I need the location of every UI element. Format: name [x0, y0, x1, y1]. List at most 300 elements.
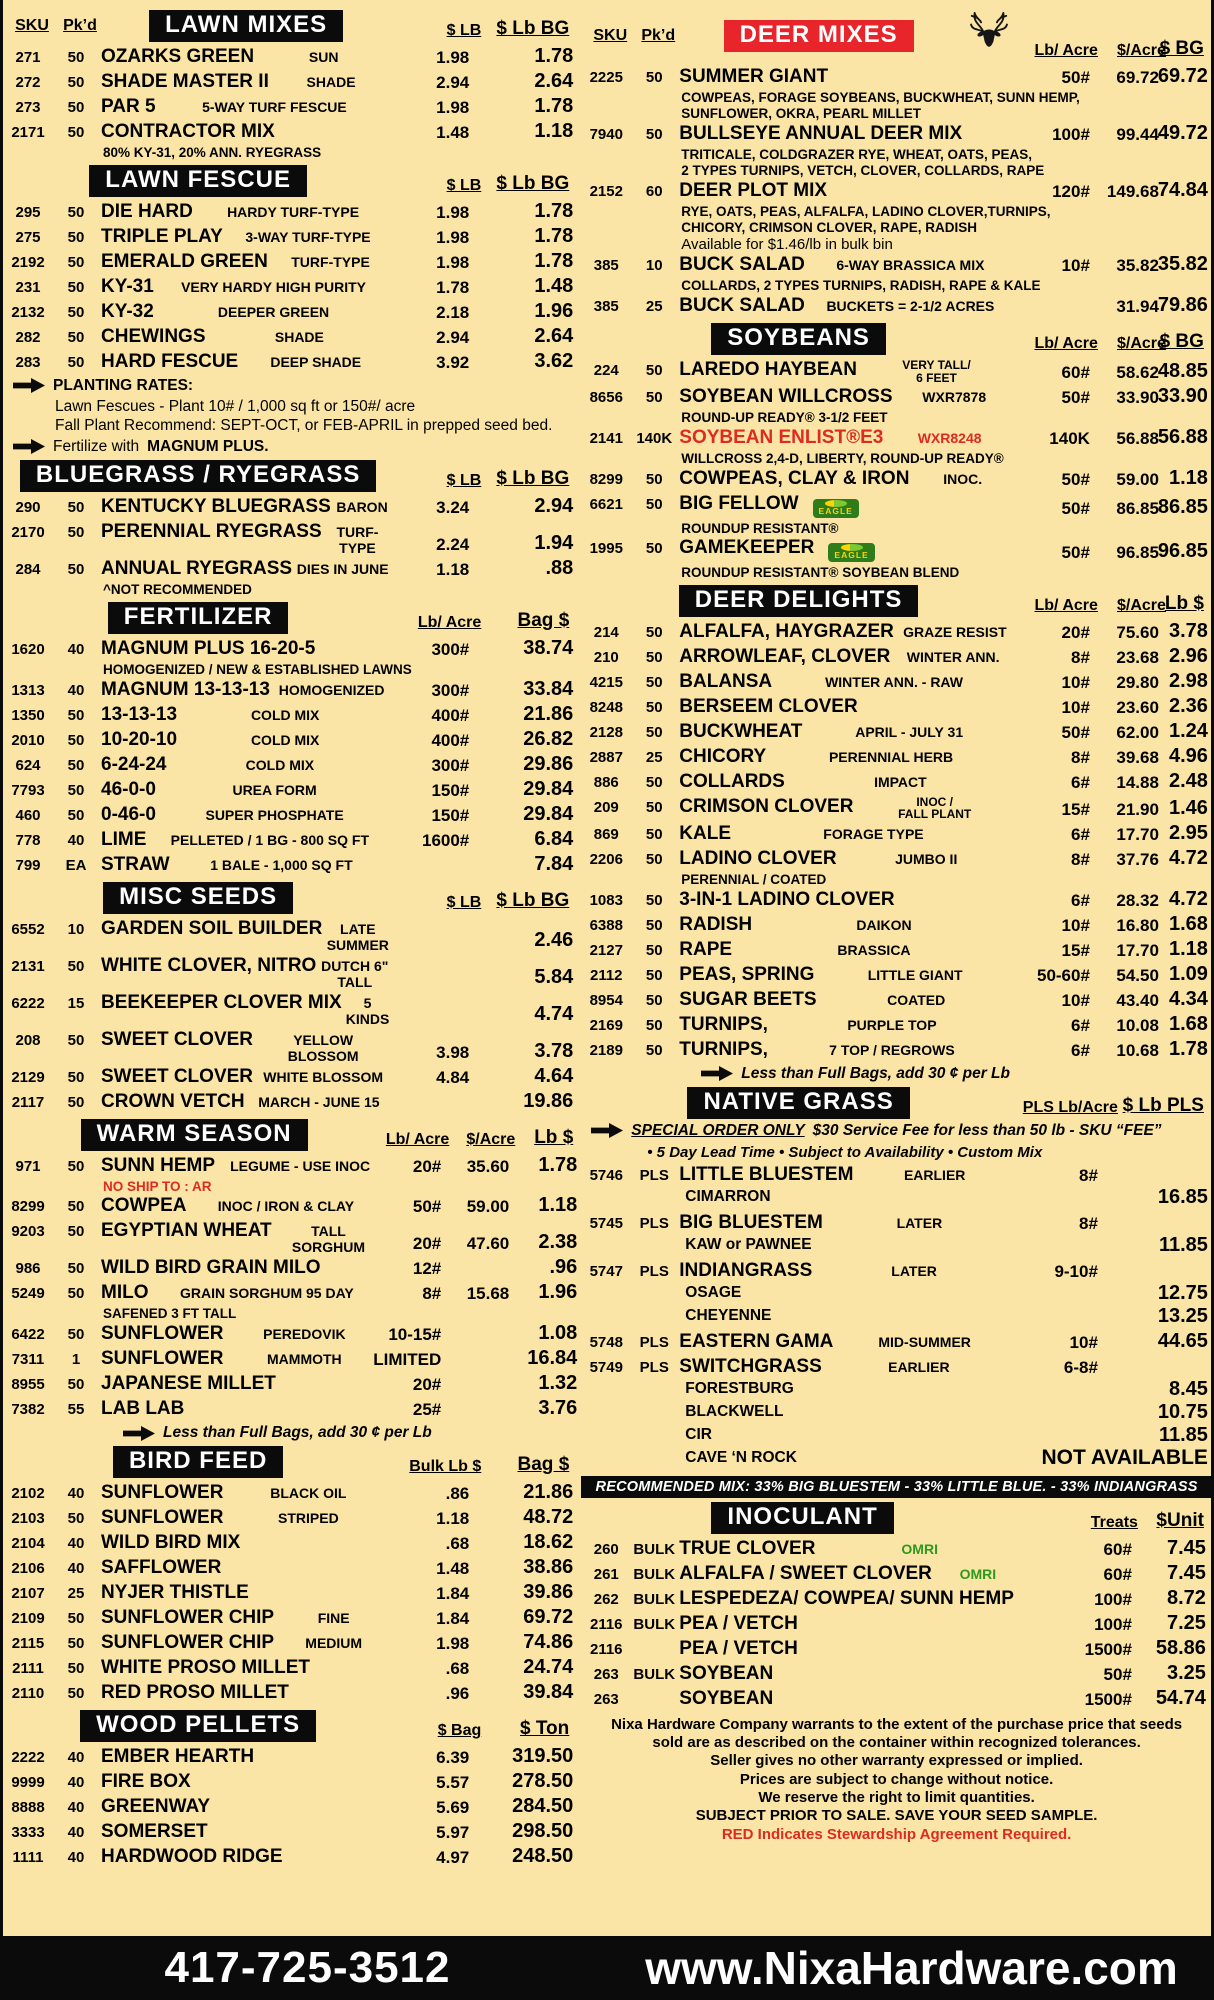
row-packed-size: BULK [633, 1540, 676, 1558]
row-value-1: 6# [1071, 824, 1090, 844]
row-note: MAMMOTH [267, 1351, 342, 1368]
row-product-name: MAGNUM 13-13-13 [101, 678, 270, 700]
variety-name: BLACKWELL [685, 1402, 784, 1420]
row-packed-size: 50 [67, 1376, 85, 1394]
row-sku: 8955 [11, 1376, 45, 1394]
row-sku: 2206 [589, 850, 623, 868]
row-product-name: BIG FELLOW [679, 493, 799, 515]
table-row [3, 1845, 581, 1870]
table-row [581, 1612, 1211, 1637]
row-note: MID-SUMMER [878, 1333, 971, 1350]
row-note: INOC. [943, 471, 983, 488]
row-product-name: SOYBEAN [679, 1662, 774, 1684]
row-sku: 2102 [11, 1485, 45, 1503]
price-column-header: Lb/ Acre [1034, 42, 1098, 59]
section-header [585, 1087, 1208, 1119]
table-row [581, 385, 1211, 410]
row-product-name: SUNFLOWER CHIP [101, 1632, 275, 1654]
row-sku: 8248 [589, 698, 623, 716]
row-note [857, 359, 1016, 384]
row-sku: 986 [15, 1260, 41, 1278]
row-note: DIES IN JUNE [296, 560, 389, 577]
row-value-3: 48.72 [523, 1506, 574, 1529]
row-sku: 261 [593, 1565, 619, 1583]
row-value-2: 39.68 [1116, 747, 1159, 767]
row-sku: 5746 [589, 1166, 623, 1184]
row-value-2: 31.94 [1116, 297, 1159, 317]
row-packed-size: 50 [67, 756, 85, 774]
row-sku: 2112 [589, 966, 623, 984]
row-note: WXR8248 [917, 430, 982, 447]
row-value-3: 2.96 [1168, 644, 1208, 667]
row-value-3: 7.45 [1166, 1561, 1206, 1584]
table-row [3, 728, 581, 753]
row-note: LATE SUMMER [326, 920, 389, 953]
row-packed-size: 50 [645, 69, 663, 86]
row-product-name: BERSEEM CLOVER [679, 695, 858, 717]
table-row [3, 1154, 581, 1179]
row-packed-size: 50 [645, 966, 663, 984]
table-row [581, 253, 1211, 278]
row-packed-size: 40 [67, 1824, 85, 1842]
row-note: LEGUME - USE INOC [230, 1157, 371, 1174]
warranty-line: Seller gives no other warranty expressed or implied. [710, 1752, 1083, 1770]
row-value-3: .88 [545, 556, 574, 579]
row-subnote: ROUNDUP RESISTANT® SOYBEAN BLEND [681, 564, 960, 580]
row-value-2: 62.00 [1116, 722, 1159, 742]
row-sku: 2225 [589, 69, 623, 86]
row-product-name: WHITE CLOVER, NITRO [101, 954, 317, 976]
row-product-name: LADINO CLOVER [679, 847, 837, 869]
row-product-name: BUCK SALAD [679, 295, 805, 317]
row-note: APRIL - JULY 31 [855, 723, 964, 740]
row-value-1: 3.24 [436, 497, 470, 517]
row-product-name: HARDWOOD RIDGE [101, 1846, 283, 1868]
row-value-1: 50# [1061, 470, 1090, 490]
row-sku: 284 [15, 560, 41, 578]
left-column [3, 0, 581, 1936]
row-sku: 385 [593, 298, 619, 316]
row-value-3: 248.50 [512, 1845, 574, 1868]
row-value-3: 1.18 [1168, 467, 1208, 490]
info-text: Fall Plant Recommend: SEPT-OCT, or FEB-APRIL in prepped seed bed. [55, 417, 553, 435]
table-row [3, 95, 581, 120]
row-value-2: 21.90 [1116, 799, 1159, 819]
row-product-name: GARDEN SOIL BUILDER [101, 917, 323, 939]
row-packed-size: 1 [71, 1351, 81, 1369]
row-product-name: WILD BIRD MIX [101, 1532, 241, 1554]
table-row [581, 847, 1211, 872]
row-value-1: 15# [1061, 940, 1090, 960]
table-row [581, 1687, 1211, 1712]
row-sku: 6552 [11, 920, 45, 938]
row-packed-size: 50 [67, 1198, 85, 1216]
price-column-header: $ LB [446, 176, 482, 194]
row-value-3: 21.86 [523, 1481, 574, 1504]
row-packed-size: 50 [645, 362, 663, 380]
row-value-1: 100# [1094, 1589, 1132, 1609]
section-title: DEER MIXES [724, 20, 914, 52]
table-row [3, 1631, 581, 1656]
row-packed-size: 50 [645, 471, 663, 489]
section-title: WOOD PELLETS [80, 1710, 316, 1742]
price-column-header: Treats [1090, 1513, 1138, 1531]
row-note: LITTLE GIANT [867, 966, 963, 983]
row-product-name: SWEET CLOVER [101, 1028, 254, 1050]
table-row [3, 1506, 581, 1531]
row-packed-size: 50 [67, 253, 85, 271]
row-value-3: 19.86 [523, 1089, 574, 1112]
row-value-1: 1500# [1084, 1689, 1132, 1709]
table-row [3, 1090, 581, 1115]
row-product-name: LIME [101, 828, 147, 850]
row-value-3: 7.25 [1166, 1611, 1206, 1634]
row-product-name: SOYBEAN ENLIST®E3 [679, 427, 884, 449]
section-title: FERTILIZER [108, 602, 289, 634]
row-sku: 7311 [11, 1351, 45, 1369]
row-note: 1 BALE - 1,000 SQ FT [210, 856, 353, 873]
warranty-line: We reserve the right to limit quantities. [758, 1789, 1035, 1806]
row-packed-size: PLS [639, 1333, 669, 1351]
row-product-name: COWPEA [101, 1195, 187, 1217]
row-packed-size: 50 [645, 623, 663, 641]
row-value-3: 1.68 [1168, 912, 1208, 935]
row-note: FINE [317, 1610, 350, 1627]
row-value-1: 140K [1049, 429, 1090, 449]
row-product-name: GREENWAY [101, 1796, 211, 1818]
row-product-name: LITTLE BLUESTEM [679, 1163, 854, 1185]
row-value-1: 3.92 [436, 352, 470, 372]
table-row [3, 678, 581, 703]
row-product-name: PAR 5 [101, 96, 156, 117]
table-row [581, 1355, 1211, 1380]
row-note: SUPER PHOSPHATE [205, 806, 344, 823]
table-row [581, 1662, 1211, 1687]
table-row [3, 120, 581, 145]
table-row [581, 745, 1211, 770]
row-packed-size: 50 [67, 1260, 85, 1278]
row-value-3: 16.84 [527, 1347, 578, 1370]
row-value-1: 6# [1071, 1040, 1090, 1060]
row-product-name: SUNN HEMP [101, 1154, 216, 1176]
row-value-2: 86.85 [1116, 498, 1159, 518]
row-value-3: 79.86 [1157, 294, 1208, 317]
row-value-1: 10# [1061, 915, 1090, 935]
row-value-1: 1.84 [436, 1609, 470, 1629]
table-row [581, 492, 1211, 520]
row-product-name: SAFFLOWER [101, 1557, 222, 1579]
row-product-name: 46-0-0 [101, 778, 156, 800]
variety-name: OSAGE [685, 1283, 742, 1301]
row-value-3: 35.82 [1157, 253, 1208, 276]
row-packed-size: 50 [645, 850, 663, 868]
variety-row [685, 1377, 1211, 1403]
section-title: SOYBEANS [711, 323, 886, 355]
row-value-3: 48.85 [1157, 360, 1208, 383]
row-packed-size: 25 [645, 748, 663, 766]
price-column-header: Lb/ Acre [1034, 335, 1098, 353]
row-product-name: MAGNUM PLUS 16-20-5 [101, 637, 316, 659]
row-value-1: 1.98 [436, 252, 470, 272]
row-product-name: 10-20-10 [101, 728, 178, 750]
row-value-1: 25# [412, 1400, 442, 1420]
variety-name: KAW or PAWNEE [685, 1235, 812, 1253]
row-note: COATED [887, 991, 946, 1008]
row-note: SHADE [274, 328, 324, 345]
arrow-note [701, 1065, 1211, 1083]
row-value-2: 58.62 [1116, 363, 1159, 383]
row-value-3: 2.48 [1168, 769, 1208, 792]
row-packed-size: 50 [67, 203, 85, 221]
variety-row [685, 1400, 1211, 1426]
row-product-name: STRAW [101, 853, 170, 875]
row-sku: 4215 [589, 673, 623, 691]
row-value-3: 278.50 [512, 1770, 574, 1793]
row-sku: 1995 [589, 540, 623, 558]
row-note: TALL SORGHUM [291, 1223, 366, 1256]
row-value-3: 319.50 [512, 1745, 574, 1768]
row-sku: 1111 [12, 1849, 44, 1867]
row-note: HOMOGENIZED [278, 681, 385, 698]
row-value-1: 8# [1079, 1213, 1098, 1233]
row-packed-size: 50 [645, 798, 663, 816]
section-header [7, 1119, 577, 1151]
row-value-3: 56.88 [1157, 426, 1208, 449]
row-packed-size: 50 [67, 1068, 85, 1086]
section-title: LAWN FESCUE [89, 165, 307, 197]
price-column-header: $ Lb BG [496, 172, 570, 194]
row-value-1: 1.98 [436, 227, 470, 247]
row-product-name: KALE [679, 822, 731, 844]
row-sku: 8954 [589, 991, 623, 1009]
row-product-name: PERENNIAL RYEGRASS [101, 520, 322, 542]
recommended-mix-banner: RECOMMENDED MIX: 33% BIG BLUESTEM - 33% LITTLE BLUE. - 33% INDIANGRASS [581, 1476, 1211, 1498]
row-value-3: 1.94 [534, 531, 574, 554]
row-product-name: SUNFLOWER CHIP [101, 1607, 275, 1629]
table-row [3, 300, 581, 325]
row-sku: 208 [15, 1031, 41, 1049]
row-value-3: .96 [549, 1256, 578, 1279]
row-note: DAIKON [856, 916, 912, 933]
row-sku: 9999 [11, 1774, 45, 1792]
arrow-note [591, 1122, 1211, 1140]
row-subnote: Available for $1.46/lb in bulk bin [681, 235, 893, 253]
row-sku: 5747 [589, 1262, 623, 1280]
row-value-3: 7.84 [534, 852, 574, 875]
row-value-1: 50-60# [1036, 965, 1090, 985]
row-sku: 6422 [11, 1326, 45, 1344]
section-header [7, 10, 577, 42]
row-product-name: FIRE BOX [101, 1771, 191, 1793]
row-value-3: 54.74 [1155, 1686, 1206, 1709]
row-packed-size: 50 [67, 1635, 85, 1653]
row-sku: 2132 [11, 303, 45, 321]
table-row [3, 325, 581, 350]
row-note: OMRI [959, 1565, 997, 1582]
row-value-2: 10.68 [1116, 1040, 1159, 1060]
row-value-2: 33.90 [1116, 388, 1159, 408]
row-sku: 260 [593, 1540, 619, 1558]
row-packed-size: 50 [645, 723, 663, 741]
row-value-1: 10-15# [388, 1325, 442, 1345]
row-sku: 1620 [11, 640, 45, 658]
row-value-2: 43.40 [1116, 990, 1159, 1010]
section-header [7, 1446, 577, 1478]
row-packed-size: PLS [639, 1214, 669, 1232]
row-sku: 886 [593, 773, 619, 791]
row-note: COLD MIX [250, 706, 320, 723]
row-packed-size: PLS [639, 1262, 669, 1280]
row-sku: 2169 [589, 1016, 623, 1034]
row-packed-size: 40 [67, 831, 85, 849]
row-note: WINTER ANN. - RAW [825, 673, 963, 690]
row-value-3: 38.86 [523, 1556, 574, 1579]
row-sku: 2103 [11, 1510, 45, 1528]
row-note: PELLETED / 1 BG - 800 SQ FT [170, 831, 370, 848]
table-row [3, 1481, 581, 1506]
price-column-header: $ Lb PLS [1122, 1094, 1204, 1116]
row-note: PURPLE TOP [847, 1016, 937, 1033]
row-note: LATER [891, 1262, 937, 1279]
table-row [581, 938, 1211, 963]
table-row [581, 888, 1211, 913]
row-packed-size: 50 [67, 1610, 85, 1628]
row-sku: 2106 [11, 1560, 45, 1578]
row-packed-size: 50 [645, 1041, 663, 1059]
price-column-header: $/Acre [466, 1130, 516, 1148]
row-sku: 7940 [589, 125, 623, 143]
row-value-1: 120# [1052, 181, 1090, 201]
row-value-2: 28.32 [1116, 890, 1159, 910]
row-packed-size: 50 [645, 648, 663, 666]
row-value-1: 20# [412, 1375, 442, 1395]
column-header-pkd: Pk’d [641, 27, 676, 44]
row-packed-size: 50 [67, 124, 85, 141]
row-sku: 5749 [589, 1358, 623, 1376]
row-note: COLD MIX [250, 731, 320, 748]
row-note: IMPACT [874, 773, 927, 790]
row-packed-size: 50 [645, 773, 663, 791]
price-column-header: $Unit [1156, 1509, 1204, 1531]
row-value-1: 300# [431, 680, 470, 700]
row-packed-size: 40 [67, 1849, 85, 1867]
row-packed-size: 50 [67, 1157, 85, 1175]
row-sku: 263 [593, 1665, 619, 1683]
row-product-name: SUNFLOWER [101, 1482, 224, 1504]
price-column-header: $/Acre [1117, 42, 1166, 59]
table-row [581, 695, 1211, 720]
row-product-name: WILD BIRD GRAIN MILO [101, 1257, 321, 1279]
row-value-3: 1.96 [538, 1281, 578, 1304]
table-row [3, 1194, 581, 1219]
row-value-1: 300# [431, 755, 470, 775]
row-packed-size: 40 [67, 1535, 85, 1553]
row-sku: 2131 [11, 957, 45, 975]
arrow-icon [13, 439, 45, 454]
row-packed-size: 10 [645, 257, 663, 275]
section-lawn [3, 460, 581, 598]
row-value-3: 3.25 [1166, 1661, 1206, 1684]
variety-price: 13.25 [1157, 1304, 1208, 1327]
table-row [3, 1065, 581, 1090]
row-packed-size: 10 [67, 920, 85, 938]
row-value-1: 50# [1061, 542, 1090, 562]
table-row [581, 720, 1211, 745]
row-value-3: 4.34 [1168, 987, 1208, 1010]
row-value-3: 1.18 [534, 120, 574, 142]
row-note: YELLOW BLOSSOM [287, 1031, 359, 1064]
row-sku: 8656 [589, 389, 623, 407]
row-value-1: 60# [1103, 1539, 1132, 1559]
row-value-1: .68 [445, 1659, 470, 1679]
row-product-name: SUNFLOWER [101, 1507, 224, 1529]
row-subnote: HOMOGENIZED / NEW & ESTABLISHED LAWNS [103, 661, 412, 677]
table-row [581, 1330, 1211, 1355]
row-packed-size: 25 [67, 1585, 85, 1603]
section-title: BIRD FEED [113, 1446, 283, 1478]
bullet-note: • 5 Day Lead Time • Subject to Availability • Custom Mix [647, 1143, 1043, 1161]
footer-website-url: www.NixaHardware.com [645, 1942, 1178, 1994]
row-note: COLD MIX [245, 756, 315, 773]
row-sku: 272 [15, 74, 41, 91]
row-sku: 8299 [11, 1198, 45, 1216]
row-value-3: 3.78 [1168, 619, 1208, 642]
variety-row [685, 1281, 1211, 1307]
row-value-1: 8# [422, 1284, 442, 1304]
eagle-seed-logo [813, 499, 859, 517]
row-value-1: 15# [1061, 799, 1090, 819]
row-product-name: RAPE [679, 938, 733, 960]
row-value-1: 60# [1061, 363, 1090, 383]
eagle-logo-text: EAGLE [834, 550, 869, 561]
table-row [3, 1820, 581, 1845]
row-value-3: 74.86 [523, 1631, 574, 1654]
price-column-header: $/Acre [1117, 335, 1166, 353]
table-row [3, 1347, 581, 1372]
row-product-name: SWITCHGRASS [679, 1355, 822, 1377]
row-value-3: 39.86 [523, 1581, 574, 1604]
row-value-1: LIMITED [373, 1350, 442, 1370]
row-note: DEEPER GREEN [217, 303, 330, 320]
price-column-header: Lb/ Acre [1034, 596, 1098, 614]
row-value-2: 17.70 [1116, 824, 1159, 844]
row-value-1: 2.24 [436, 534, 470, 554]
section-soy [581, 323, 1211, 581]
row-note: BARON [336, 498, 388, 515]
row-sku: 2141 [589, 430, 623, 448]
section-header [585, 10, 1208, 62]
row-value-3: 1.18 [1168, 937, 1208, 960]
section-delight [581, 585, 1211, 1083]
row-packed-size: 50 [67, 328, 85, 346]
row-note: TURF-TYPE [291, 253, 370, 270]
row-value-3: 3.62 [534, 349, 574, 372]
row-packed-size: 50 [67, 1223, 85, 1241]
row-product-name: ALFALFA / SWEET CLOVER [679, 1562, 932, 1584]
row-product-name: SUNFLOWER [101, 1323, 224, 1345]
row-packed-size: 50 [67, 1685, 85, 1703]
row-packed-size: 40 [67, 1485, 85, 1503]
row-note: TURF-TYPE [336, 523, 379, 556]
row-value-3: 39.84 [523, 1681, 574, 1704]
row-value-2: 75.60 [1116, 622, 1159, 642]
table-row [581, 467, 1211, 492]
warranty-text [581, 1712, 1211, 1844]
warranty-line: SUBJECT PRIOR TO SALE. SAVE YOUR SEED SAMPLE. [695, 1807, 1098, 1825]
table-row [3, 1606, 581, 1631]
row-packed-size: BULK [633, 1665, 676, 1683]
row-value-1: 1.18 [436, 559, 470, 579]
